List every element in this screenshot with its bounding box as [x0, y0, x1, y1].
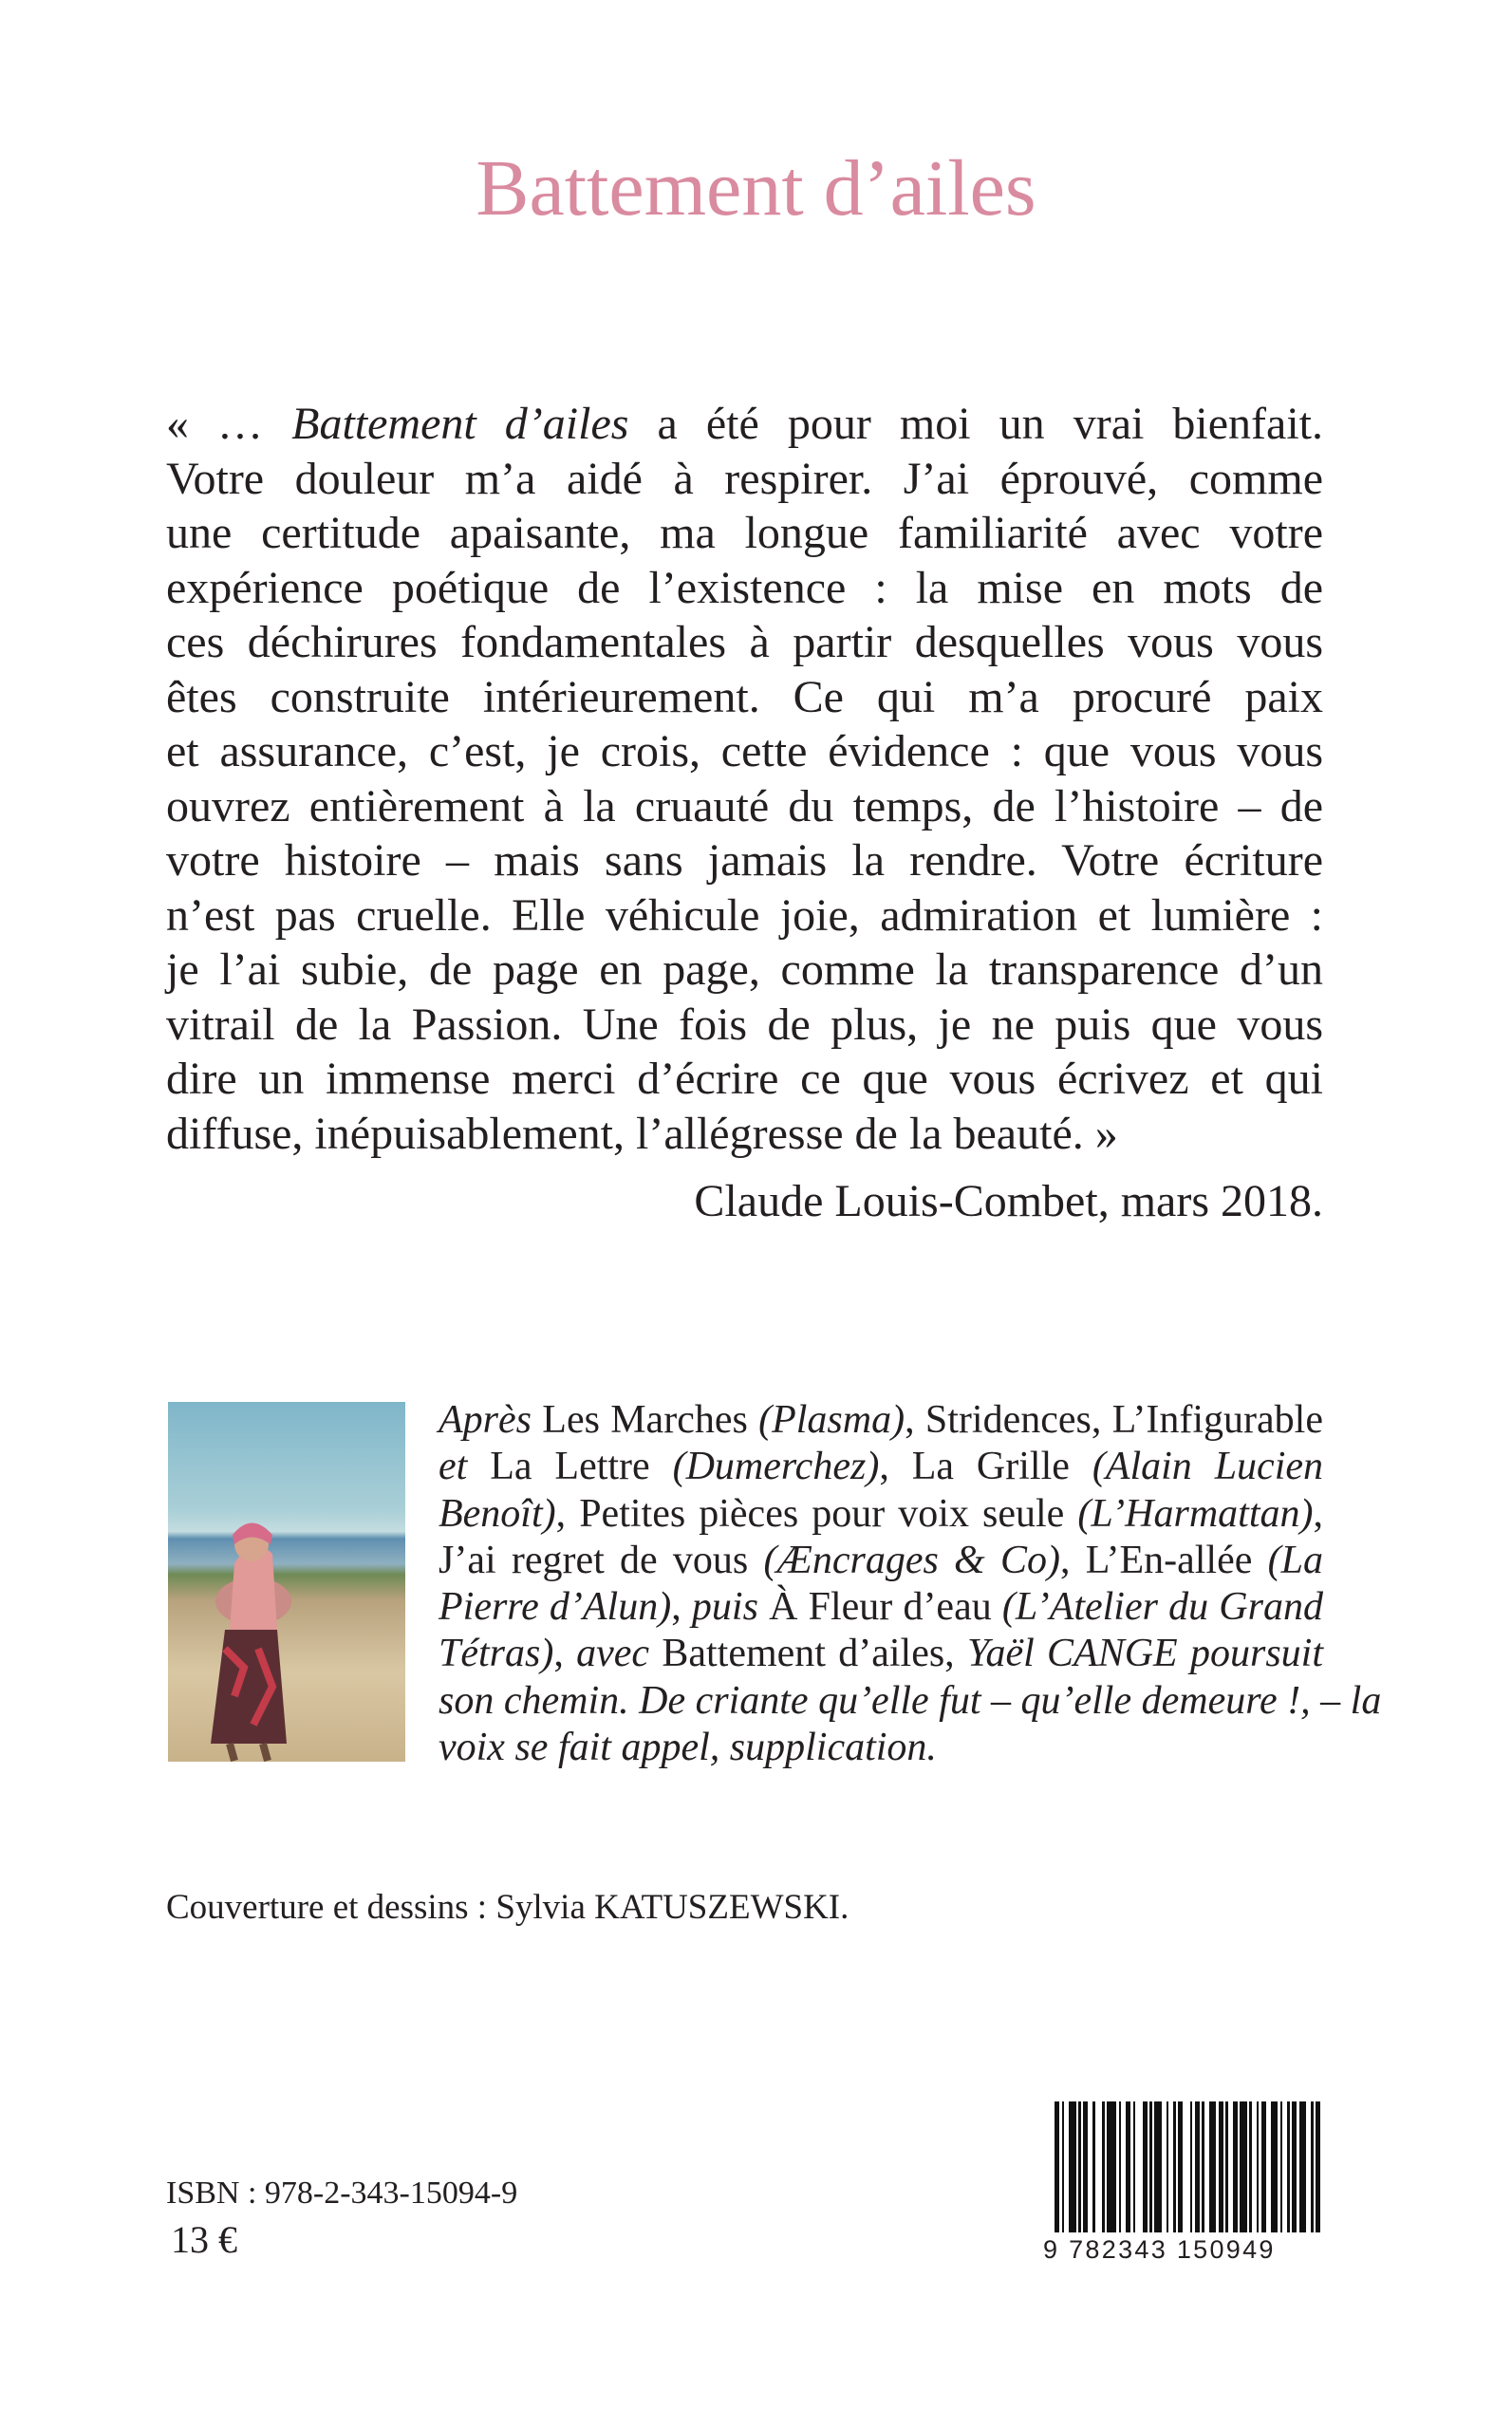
text-segment: , Stridences, L’Infigurable	[905, 1398, 1323, 1442]
italic-text: voix se fait appel, supplication.	[439, 1726, 937, 1770]
text-line	[166, 615, 1323, 670]
text-line	[439, 1725, 1323, 1771]
text-line	[439, 1631, 1323, 1677]
barcode	[1043, 2101, 1323, 2265]
text-line	[166, 506, 1323, 561]
barcode-number: 9 782343 150949	[1043, 2235, 1276, 2264]
price: 13 €	[171, 2218, 237, 2261]
barcode-bar	[1209, 2101, 1217, 2232]
text-segment: , Petites pièces pour voix seule	[555, 1491, 1078, 1536]
barcode-bar	[1154, 2101, 1162, 2232]
barcode-bar	[1240, 2101, 1247, 2232]
text-line	[439, 1678, 1382, 1725]
barcode-bar	[1095, 2101, 1103, 2232]
text-line	[166, 779, 1323, 834]
text-segment: diffuse, inépuisablement, l’allégresse de la beauté. »	[166, 1108, 1118, 1159]
italic-text: (L’Harmattan)	[1077, 1491, 1314, 1536]
text-segment: n’est pas cruelle. Elle véhicule joie, admiration et lumière :	[166, 889, 1323, 941]
barcode-bar	[1107, 2101, 1116, 2232]
text-line	[166, 1052, 1323, 1107]
text-segment: Battement d’ailes,	[649, 1632, 967, 1676]
author-bio	[439, 1397, 1382, 1771]
text-segment: et assurance, c’est, je crois, cette évidence : que vous vous	[166, 726, 1323, 776]
text-segment: ouvrez entièrement à la cruauté du temps, de l’histoire – de	[166, 780, 1323, 831]
text-segment: expérience poétique de l’existence : la mise en mots de	[166, 562, 1323, 613]
barcode-bar	[1069, 2101, 1076, 2232]
text-line	[166, 888, 1323, 943]
italic-text: Tétras)	[439, 1632, 554, 1676]
text-segment: ces déchirures fondamentales à partir desquelles vous vous	[166, 617, 1323, 667]
text-line	[166, 724, 1323, 779]
italic-text: (Plasma)	[758, 1398, 905, 1442]
text-line	[439, 1397, 1323, 1444]
text-segment: je l’ai subie, de page en page, comme la transparence d’un	[166, 944, 1323, 995]
barcode-bar	[1271, 2101, 1279, 2232]
barcode-bar	[1183, 2101, 1190, 2232]
italic-text: Benoît)	[439, 1491, 556, 1536]
italic-text: Après	[439, 1398, 532, 1442]
text-segment: ,	[1313, 1491, 1323, 1536]
text-segment: êtes construite intérieurement. Ce qui m’a procuré paix	[166, 671, 1323, 722]
text-segment: dire un immense merci d’écrire ce que vous écrivez et qui	[166, 1054, 1323, 1104]
book-title: Battement d’ailes	[476, 144, 1036, 233]
text-segment: a été pour moi un vrai bienfait.	[628, 399, 1323, 449]
text-line	[166, 452, 1323, 507]
text-line	[439, 1444, 1323, 1490]
italic-text: avec	[576, 1632, 650, 1676]
italic-text: (Æncrages & Co)	[763, 1538, 1060, 1582]
italic-text: Battement d’ailes	[291, 399, 629, 449]
isbn: ISBN : 978-2-343-15094-9	[166, 2176, 518, 2211]
text-line	[166, 670, 1323, 725]
author-photo	[168, 1402, 405, 1762]
barcode-bar	[1135, 2101, 1143, 2232]
italic-text: (La	[1267, 1538, 1323, 1582]
text-segment: une certitude apaisante, ma longue familiarité avec votre	[166, 508, 1323, 558]
text-line	[166, 998, 1323, 1053]
cover-credit: Couverture et dessins : Sylvia KATUSZEWSKI.	[166, 1888, 849, 1927]
italic-text: son chemin. De criante qu’elle fut – qu’elle demeure !, – la	[439, 1678, 1382, 1723]
text-segment: votre histoire – mais sans jamais la rendre. Votre écriture	[166, 835, 1323, 886]
text-segment: vitrail de la Passion. Une fois de plus, je ne puis que vous	[166, 999, 1323, 1050]
text-line	[166, 833, 1323, 888]
text-line	[439, 1584, 1323, 1631]
italic-text: puis	[691, 1585, 758, 1630]
quote-attribution: Claude Louis-Combet, mars 2018.	[694, 1176, 1323, 1226]
italic-text: et	[439, 1445, 468, 1489]
text-line	[166, 397, 1323, 452]
barcode-bar	[1299, 2101, 1307, 2232]
text-line	[439, 1491, 1323, 1538]
text-line	[166, 561, 1323, 616]
text-segment: J’ai regret de vous	[439, 1538, 764, 1582]
author-figure-illustration	[168, 1402, 405, 1762]
back-cover-quote	[166, 397, 1323, 1161]
text-segment: « …	[166, 399, 292, 449]
text-line	[166, 943, 1323, 998]
barcode-bars	[1055, 2101, 1323, 2232]
text-segment: ,	[671, 1585, 692, 1630]
italic-text: (Alain Lucien	[1092, 1445, 1324, 1489]
barcode-bar	[1320, 2101, 1323, 2232]
text-segment: À Fleur d’eau	[757, 1585, 1002, 1630]
italic-text: (L’Atelier du Grand	[1001, 1585, 1323, 1630]
text-segment: Votre douleur m’a aidé à respirer. J’ai éprouvé, comme	[166, 453, 1323, 504]
text-segment: , La Grille	[879, 1445, 1092, 1489]
italic-text: (Dumerchez)	[672, 1445, 880, 1489]
text-line	[439, 1538, 1323, 1584]
text-segment: Les Marches	[532, 1398, 759, 1442]
text-segment: , L’En-allée	[1059, 1538, 1268, 1582]
text-line	[166, 1107, 1323, 1162]
italic-text: Pierre d’Alun)	[439, 1585, 672, 1630]
text-segment: ,	[553, 1632, 577, 1676]
italic-text: Yaël CANGE poursuit	[966, 1632, 1323, 1676]
text-segment: La Lettre	[467, 1445, 673, 1489]
